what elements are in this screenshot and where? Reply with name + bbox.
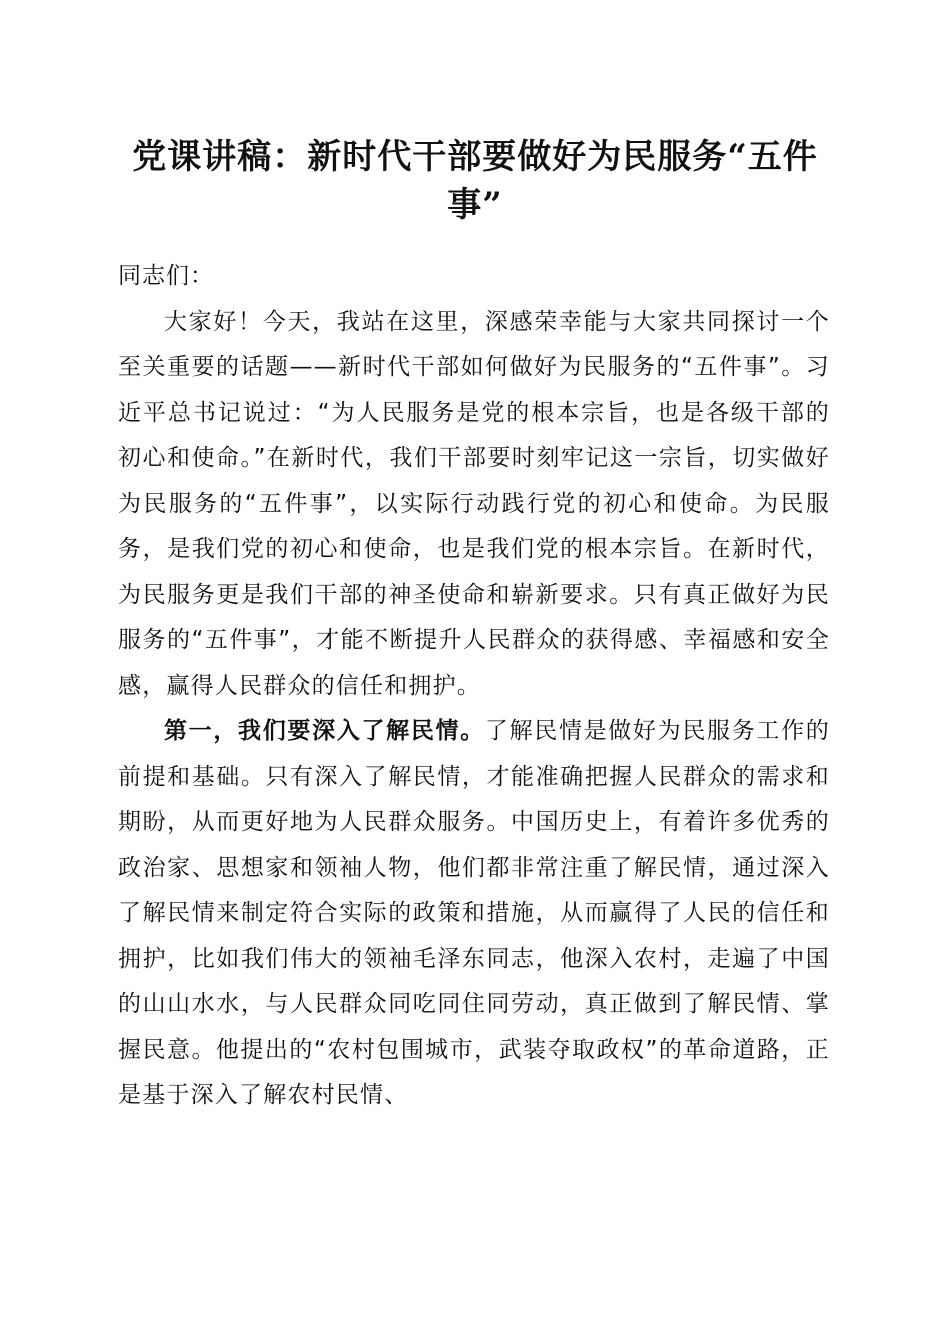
paragraph-first-point — [118, 709, 830, 1119]
paragraph-intro-text: 大家好！今天，我站在这里，深感荣幸能与大家共同探讨一个至关重要的话题——新时代干部如何做好为民服务的“五件事”。习近平总书记说过：“为人民服务是党的根本宗旨，也是各级干部的初心和使命。”在新时代，我们干部要时刻牢记这一宗旨，切实做好为民服务的“五件事”，以实际行动践行党的初心和使命。为民服务，是我们党的初心和使命，也是我们党的根本宗旨。在新时代，为民服务更是我们干部的神圣使命和崭新要求。只有真正做好为民服务的“五件事”，才能不断提升人民群众的获得感、幸福感和安全感，赢得人民群众的信任和拥护。 — [118, 308, 830, 699]
paragraph-first-point-lead: 第一，我们要深入了解民情。 — [164, 718, 485, 744]
document-title: 党课讲稿：新时代干部要做好为民服务“五件事” — [132, 137, 818, 225]
paragraph-first-point-text: 了解民情是做好为民服务工作的前提和基础。只有深入了解民情，才能准确把握人民群众的需求和期盼，从而更好地为人民群众服务。中国历史上，有着许多优秀的政治家、思想家和领袖人物，他们都非常注重了解民情，通过深入了解民情来制定符合实际的政策和措施，从而赢得了人民的信任和拥护，比如我们伟大的领袖毛泽东同志，他深入农村，走遍了中国的山山水水，与人民群众同吃同住同劳动，真正做到了解民情、掌握民意。他提出的“农村包围城市，武装夺取政权”的革命道路，正是基于深入了解农村民情、 — [118, 718, 830, 1108]
salutation: 同志们： — [118, 263, 214, 289]
document-body — [118, 254, 830, 1119]
paragraph-intro — [118, 300, 830, 710]
